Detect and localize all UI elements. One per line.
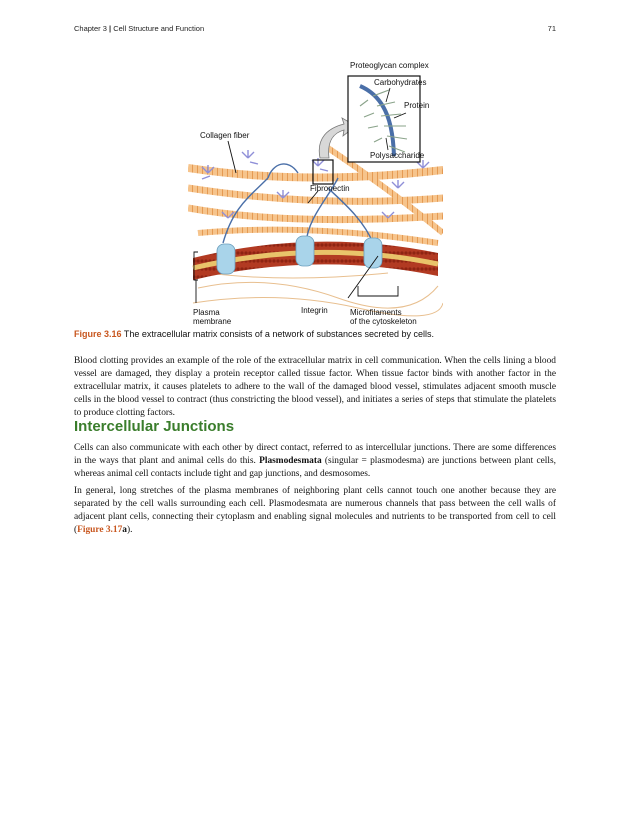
- caption-number: Figure 3.16: [74, 329, 122, 339]
- extracellular-matrix-figure: [188, 58, 443, 328]
- microfilaments-label: Microfilaments: [350, 308, 402, 317]
- membrane-label: membrane: [193, 317, 232, 326]
- cytoskeleton-label: of the cytoskeleton: [350, 317, 417, 326]
- caption-text: The extracellular matrix consists of a network of substances secreted by cells.: [121, 329, 434, 339]
- polysaccharide-label: Polysaccharide: [370, 151, 425, 160]
- integrin-label: Integrin: [301, 306, 328, 315]
- chapter-label: Chapter 3: [74, 24, 107, 33]
- paragraph-plasmodesmata: [74, 485, 556, 537]
- plasma-label: Plasma: [193, 308, 220, 317]
- para3-end: ).: [126, 525, 133, 535]
- proteoglycan-complex-label: Proteoglycan complex: [350, 61, 429, 70]
- para2-text-a: Cells can also communicate with each other by direct contact, referred to as intercellular junctions. There are some differences in the ways that plant and animal cells do this.: [74, 443, 556, 466]
- paragraph-blood-clotting: Blood clotting provides an example of the role of the extracellular matrix in cell communication. When the cells lining a blood vessel are damaged, they display a protein receptor called tissue factor. When tissue factor binds with another factor in the extracellular matrix, it causes platelets to adhere to the wall of the damaged blood vessel, stimulates adjacent smooth muscle cells in the blood vessel to contract (thus constricting the blood vessel), and initiates a series of steps that stimulate the platelets to produce clotting factors.: [74, 356, 556, 418]
- running-title: [74, 24, 204, 33]
- figure-ref-suffix: a: [122, 525, 127, 535]
- protein-label: Protein: [404, 101, 430, 110]
- fibronectin-label: Fibronectin: [310, 184, 350, 193]
- ecm-illustration: [188, 58, 443, 328]
- figure-caption: [74, 329, 556, 339]
- term-plasmodesmata: Plasmodesmata: [259, 456, 322, 466]
- para3-text: In general, long stretches of the plasma membranes of neighboring plant cells cannot touch one another because they are separated by the cell walls surrounding each cell. Plasmodesmata are numerous channels that pass between the cell walls of adjacent plant cells, connecting their cytoplasm and enabling signal molecules and nutrients to be transported from cell to cell (: [74, 486, 556, 535]
- figure-3-17-link[interactable]: Figure 3.17: [77, 525, 123, 535]
- page-header: [74, 24, 556, 33]
- para2-text-b: (singular = plasmodesma) are junctions between plant cells, whereas animal cell contacts include tight and gap junctions, and desmosomes.: [74, 456, 556, 479]
- proteoglycan-inset: [348, 76, 420, 162]
- paragraph-junctions-intro: [74, 442, 556, 481]
- collagen-fiber-label: Collagen fiber: [200, 131, 250, 140]
- chapter-title: Cell Structure and Function: [113, 24, 205, 33]
- section-heading: Intercellular Junctions: [74, 418, 235, 435]
- header-separator: |: [109, 24, 112, 33]
- carbohydrates-label: Carbohydrates: [374, 78, 427, 87]
- page-number: 71: [547, 24, 556, 33]
